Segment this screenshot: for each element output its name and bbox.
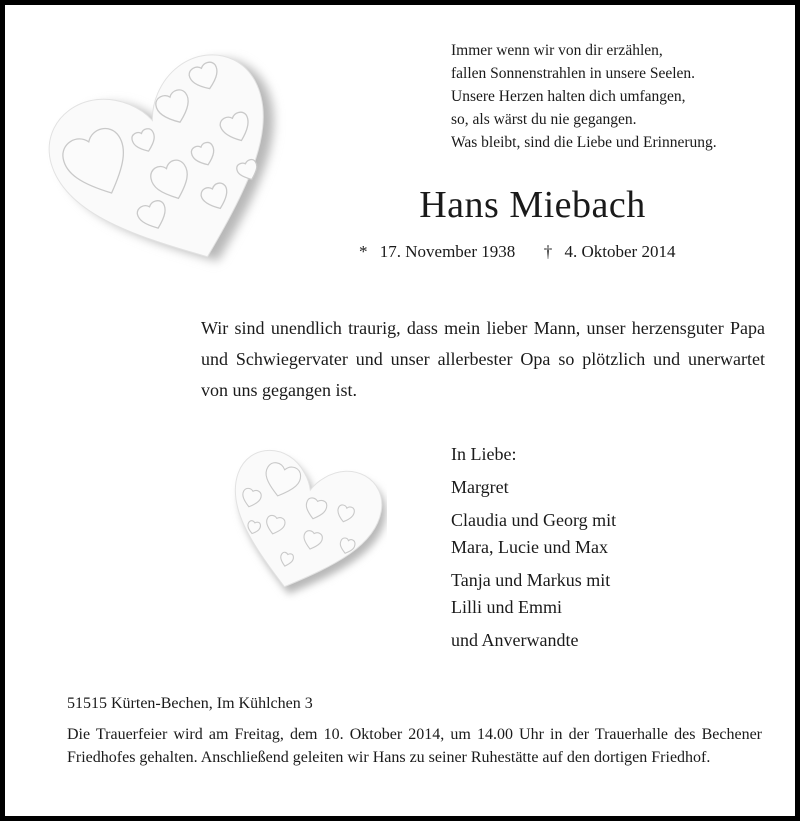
mourners-intro: In Liebe: (451, 444, 517, 464)
poem (451, 39, 717, 154)
poem-line: Immer wenn wir von dir erzählen, (451, 42, 663, 59)
mourner-line: Claudia und Georg mit (451, 510, 617, 530)
poem-line: Unsere Herzen halten dich umfangen, (451, 88, 686, 105)
mourner-line: Mara, Lucie und Max (451, 537, 608, 557)
poem-line: fallen Sonnenstrahlen in unsere Seelen. (451, 65, 696, 82)
birth-date: 17. November 1938 (379, 242, 516, 261)
heart-icon (45, 49, 295, 279)
mourner-line: Tanja und Markus mit (451, 570, 611, 590)
mourner-line: Margret (451, 477, 509, 497)
life-dates (359, 242, 675, 262)
deceased-name: Hans Miebach (419, 184, 646, 226)
death-date: 4. Oktober 2014 (564, 242, 676, 261)
poem-line: so, als wärst du nie gegangen. (451, 111, 637, 128)
funeral-service-info: Die Trauerfeier wird am Freitag, dem 10. Oktober 2014, um 14.00 Uhr in der Trauerhalle des Bechener Friedhofes gehalten. Anschließend geleiten wir Hans zu seiner Ruhestätte auf den dortigen Friedhof. (67, 726, 762, 766)
mourner-group (451, 507, 616, 561)
heart-icon (217, 441, 387, 601)
mourners-list (451, 441, 616, 660)
birth-symbol: * (359, 242, 368, 261)
mourner-group (451, 567, 616, 621)
death-symbol: † (543, 242, 553, 261)
mourner-group (451, 474, 616, 501)
poem-line: Was bleibt, sind die Liebe und Erinnerung. (451, 134, 717, 151)
mourner-group (451, 627, 616, 654)
mourner-line: Lilli und Emmi (451, 597, 562, 617)
family-address: 51515 Kürten-Bechen, Im Kühlchen 3 (67, 695, 313, 712)
mourning-message: Wir sind unendlich traurig, dass mein lieber Mann, unser herzensguter Papa und Schwiegervater und unser allerbester Opa so plötzlich und unerwartet von uns gegangen ist. (201, 318, 765, 400)
mourner-line: und Anverwandte (451, 630, 579, 650)
